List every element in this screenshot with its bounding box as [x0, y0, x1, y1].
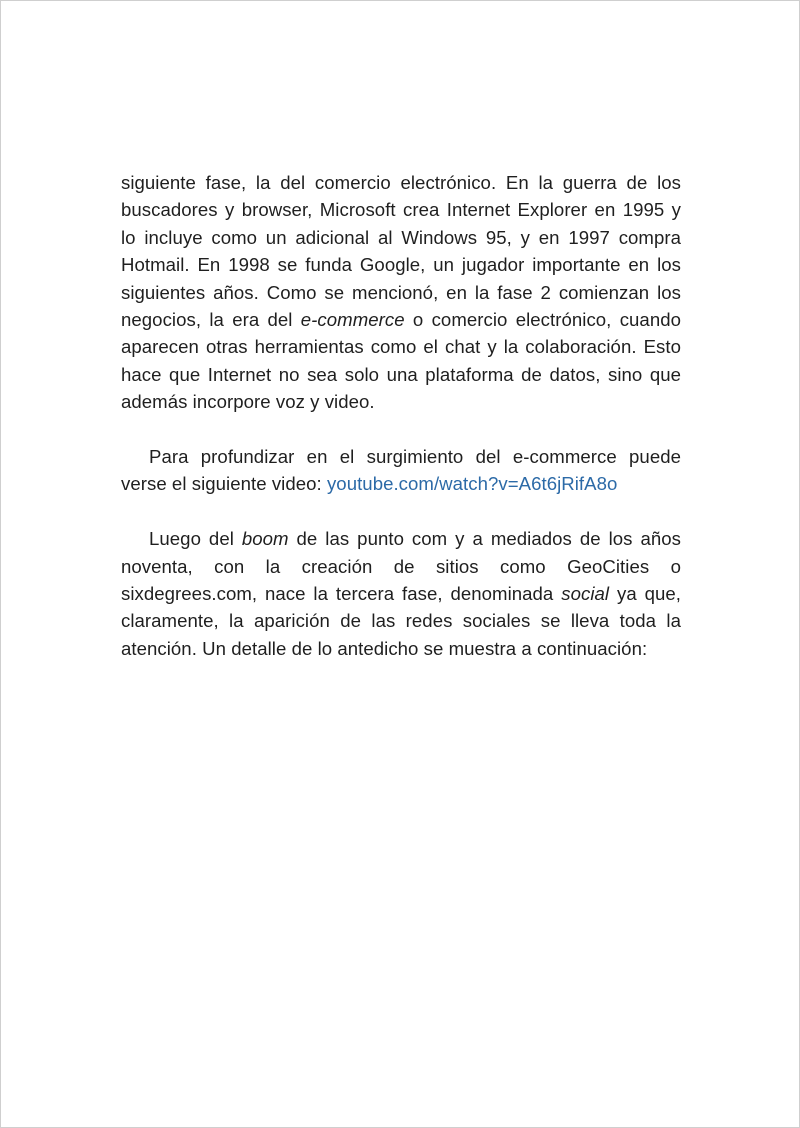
text-segment: siguiente fase, la del comercio electrónico. En la guerra de los buscadores y browser, Microsoft crea Internet Explorer en 1995 y lo incluye como un adicional al Windows 95, y en 1997 compra Hotmail. En 1998 se funda Google, un jugador importante en los siguientes años. Como se mencionó, en la fase 2 comienzan los negocios, la era del: [121, 172, 681, 331]
italic-term-e-commerce: e-commerce: [300, 309, 405, 331]
text-segment: o comercio electrónico, cuando aparecen otras herramientas como el chat y la colaboración. Esto hace que Internet no sea solo una plataforma de datos, sino que además incorpore voz y video.: [121, 309, 681, 413]
paragraph-ecommerce-history: [121, 169, 681, 416]
text-segment: de las punto com y a mediados de los años noventa, con la creación de sitios como GeoCities o sixdegrees.com, nace la tercera fase, denominada: [121, 528, 681, 605]
video-link[interactable]: youtube.com/watch?v=A6t6jRifA8o: [326, 473, 618, 495]
italic-term-social: social: [561, 583, 610, 605]
text-segment: Luego del: [149, 528, 242, 550]
italic-term-boom: boom: [241, 528, 289, 550]
paragraph-social-phase: [121, 525, 681, 662]
paragraph-video-reference: [121, 443, 681, 498]
text-segment: Para profundizar en el surgimiento del e-commerce puede verse el siguiente video:: [121, 446, 681, 495]
document-body: [121, 169, 681, 662]
text-segment: ya que, claramente, la aparición de las redes sociales se lleva toda la atención. Un detalle de lo antedicho se muestra a continuación:: [121, 583, 681, 659]
